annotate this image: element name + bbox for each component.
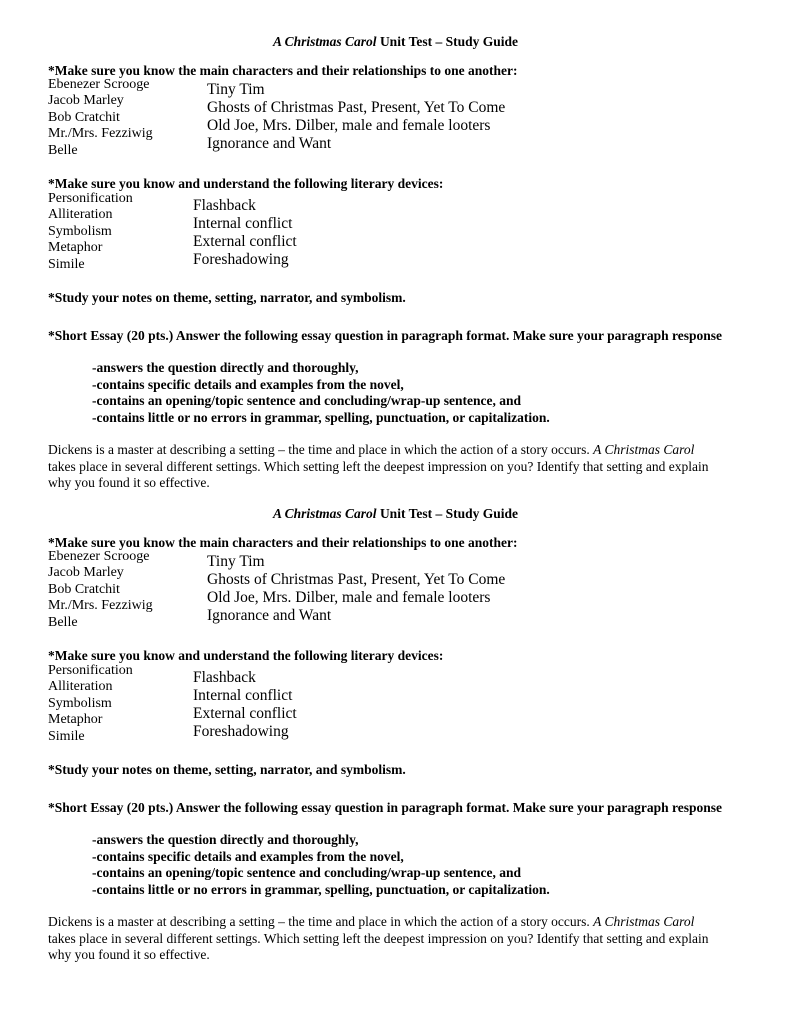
list-item: Foreshadowing (193, 723, 289, 740)
list-item: Internal conflict (193, 215, 293, 232)
list-item: -answers the question directly and thoroughly, (92, 360, 359, 375)
essay-requirements (92, 360, 550, 426)
prompt-line: takes place in several different settings. Which setting left the deepest impression on you? Identify that setting and explain (48, 930, 709, 946)
list-item: Flashback (193, 197, 256, 214)
list-item: Symbolism (48, 695, 112, 711)
list-item: Old Joe, Mrs. Dilber, male and female looters (207, 589, 491, 606)
list-item: Ebenezer Scrooge (48, 549, 150, 564)
list-item: Belle (48, 614, 78, 630)
characters-left-list (48, 549, 153, 631)
list-item: -contains little or no errors in grammar, spelling, punctuation, or capitalization. (92, 881, 550, 897)
essay-prompt (48, 442, 753, 492)
devices-heading: *Make sure you know and understand the following literary devices: (48, 176, 444, 191)
characters-right-list (207, 553, 505, 625)
prompt-line: Dickens is a master at describing a setting – the time and place in which the action of a story occurs. A Christmas Carol (48, 442, 695, 457)
list-item: Symbolism (48, 223, 112, 239)
list-item: Belle (48, 142, 78, 158)
study-guide-1 (0, 34, 791, 506)
devices-left-list (48, 663, 133, 745)
list-item: External conflict (193, 705, 297, 722)
essay-heading: *Short Essay (20 pts.) Answer the following essay question in paragraph format. Make sure your paragraph response (48, 328, 723, 343)
list-item: Simile (48, 256, 85, 272)
list-item: Flashback (193, 669, 256, 686)
list-item: Ghosts of Christmas Past, Present, Yet To Come (207, 99, 506, 116)
list-item: -contains specific details and examples from the novel, (92, 376, 404, 392)
prompt-line: Dickens is a master at describing a setting – the time and place in which the action of a story occurs. A Christmas Carol (48, 914, 695, 929)
list-item: Alliteration (48, 679, 113, 695)
list-item: Simile (48, 728, 85, 744)
list-item: Ignorance and Want (207, 607, 332, 624)
devices-heading: *Make sure you know and understand the following literary devices: (48, 648, 444, 663)
list-item: Ignorance and Want (207, 135, 332, 152)
prompt-line: why you found it so effective. (48, 475, 210, 490)
list-item: External conflict (193, 233, 297, 250)
devices-right-list (193, 197, 297, 269)
prompt-line: why you found it so effective. (48, 947, 210, 962)
list-item: Personification (48, 191, 133, 206)
list-item: Jacob Marley (48, 93, 124, 109)
characters-right-list (207, 81, 505, 153)
list-item: -contains an opening/topic sentence and concluding/wrap-up sentence, and (92, 393, 522, 408)
guide-title: A Christmas Carol Unit Test – Study Guide (273, 34, 518, 49)
list-item: -contains little or no errors in grammar, spelling, punctuation, or capitalization. (92, 409, 550, 425)
list-item: Internal conflict (193, 687, 293, 704)
list-item: Foreshadowing (193, 251, 289, 268)
essay-prompt (48, 914, 753, 964)
characters-heading: *Make sure you know the main characters and their relationships to one another: (48, 535, 518, 550)
list-item: Ebenezer Scrooge (48, 77, 150, 92)
list-item: Metaphor (48, 712, 103, 728)
list-item: Mr./Mrs. Fezziwig (48, 126, 153, 142)
list-item: Jacob Marley (48, 565, 124, 581)
list-item: Tiny Tim (207, 553, 265, 570)
essay-heading: *Short Essay (20 pts.) Answer the following essay question in paragraph format. Make sure your paragraph response (48, 800, 723, 815)
list-item: Ghosts of Christmas Past, Present, Yet To Come (207, 571, 506, 588)
list-item: Alliteration (48, 207, 113, 223)
study-guide-2 (0, 506, 791, 978)
list-item: Bob Cratchit (48, 581, 120, 597)
list-item: Old Joe, Mrs. Dilber, male and female looters (207, 117, 491, 134)
essay-requirements (92, 832, 550, 898)
list-item: -answers the question directly and thoroughly, (92, 832, 359, 847)
notes-reminder: *Study your notes on theme, setting, narrator, and symbolism. (48, 290, 406, 305)
list-item: Personification (48, 663, 133, 678)
list-item: Tiny Tim (207, 81, 265, 98)
characters-heading: *Make sure you know the main characters and their relationships to one another: (48, 63, 518, 78)
devices-left-list (48, 191, 133, 273)
characters-left-list (48, 77, 153, 159)
list-item: Bob Cratchit (48, 109, 120, 125)
devices-right-list (193, 669, 297, 741)
list-item: -contains specific details and examples from the novel, (92, 848, 404, 864)
list-item: -contains an opening/topic sentence and concluding/wrap-up sentence, and (92, 865, 522, 880)
list-item: Metaphor (48, 240, 103, 256)
list-item: Mr./Mrs. Fezziwig (48, 598, 153, 614)
prompt-line: takes place in several different settings. Which setting left the deepest impression on you? Identify that setting and explain (48, 458, 709, 474)
guide-title: A Christmas Carol Unit Test – Study Guide (273, 506, 518, 521)
notes-reminder: *Study your notes on theme, setting, narrator, and symbolism. (48, 762, 406, 777)
